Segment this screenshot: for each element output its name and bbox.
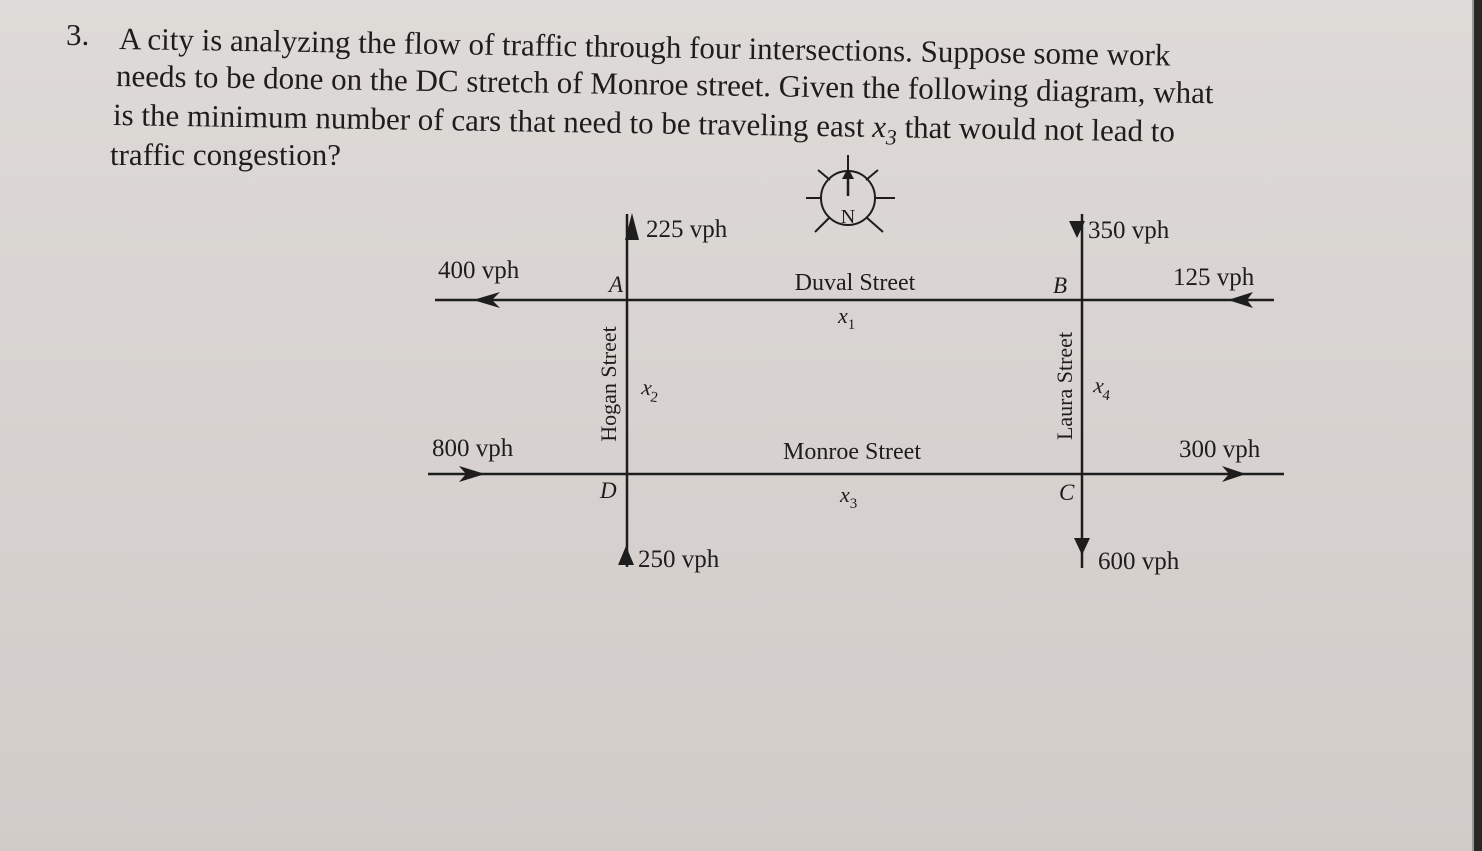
variable-x2 xyxy=(639,374,661,406)
street-name-hogan: Hogan Street xyxy=(596,326,621,442)
flow-label-350: 350 vph xyxy=(1088,217,1170,244)
variable-x4 xyxy=(1091,372,1114,404)
variable-x1-letter: x xyxy=(838,303,848,328)
variable-x1 xyxy=(837,303,855,333)
variable-x4-subscript: 4 xyxy=(1101,387,1111,405)
variable-x3-inline-letter: x xyxy=(871,108,887,145)
flow-label-225: 225 vph xyxy=(646,216,728,243)
flow-label-300: 300 vph xyxy=(1179,436,1261,463)
question-text-line-4: traffic congestion? xyxy=(110,137,341,172)
street-name-monroe: Monroe Street xyxy=(783,439,921,465)
intersection-label-b: B xyxy=(1053,273,1068,298)
variable-x2-subscript: 2 xyxy=(649,389,659,407)
variable-x3-subscript: 3 xyxy=(849,496,858,512)
flow-label-400: 400 vph xyxy=(438,257,520,284)
flow-label-600: 600 vph xyxy=(1098,548,1180,575)
flow-label-800: 800 vph xyxy=(432,435,514,462)
question-number: 3. xyxy=(66,17,90,52)
background-shadow xyxy=(1474,0,1482,851)
south-arrow-600-icon xyxy=(1074,538,1090,555)
variable-x3-letter: x xyxy=(840,482,850,507)
flow-label-125: 125 vph xyxy=(1173,264,1255,291)
intersection-label-d: D xyxy=(600,478,617,503)
intersection-label-c: C xyxy=(1059,480,1075,505)
question-text-line-2: needs to be done on the DC stretch of Monroe street. Given the following diagram, what xyxy=(115,58,1214,111)
street-name-laura: Laura Street xyxy=(1052,331,1077,441)
question-text-line-3-start: is the minimum number of cars that need to be traveling east xyxy=(112,97,865,144)
intersection-label-a: A xyxy=(609,272,624,297)
north-arrow-250-icon xyxy=(618,546,634,565)
street-name-duval: Duval Street xyxy=(794,270,916,296)
variable-x2-letter: x xyxy=(640,374,654,401)
variable-x3-inline-subscript: 3 xyxy=(885,125,897,150)
question-text-line-1: A city is analyzing the flow of traffic through four intersections. Suppose some work xyxy=(118,21,1171,73)
variable-x4-letter: x xyxy=(1092,372,1106,399)
question-text-line-3-end: that would not lead to xyxy=(904,109,1176,149)
variable-x1-subscript: 1 xyxy=(847,317,856,333)
variable-x3 xyxy=(839,482,857,512)
compass-north-label: N xyxy=(840,206,856,228)
flow-label-250: 250 vph xyxy=(638,546,720,573)
compass-icon xyxy=(806,155,895,232)
